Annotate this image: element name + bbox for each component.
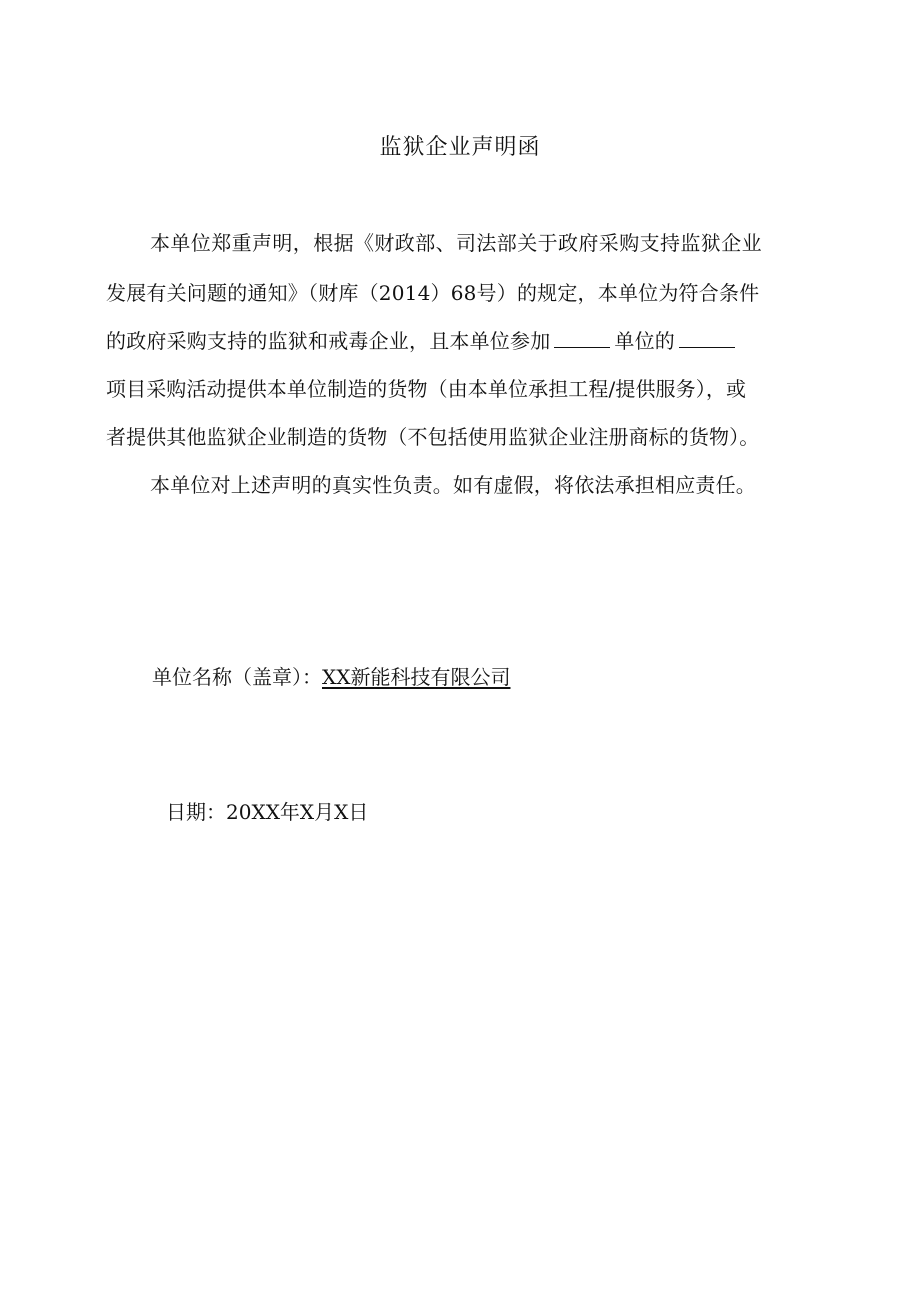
date-value: 20XX年X月X日 xyxy=(226,800,369,824)
signature-label: 单位名称（盖章）： xyxy=(152,665,322,689)
paragraph1-line4: 项目采购活动提供本单位制造的货物（由本单位承担工程/提供服务），或 xyxy=(106,377,747,401)
paragraph1-line3-mid: 单位的 xyxy=(614,329,676,353)
paragraph1-line3 xyxy=(106,326,739,356)
paragraph1-line5: 者提供其他监狱企业制造的货物（不包括使用监狱企业注册商标的货物）。 xyxy=(106,425,760,449)
date-line xyxy=(166,797,368,827)
date-label: 日期： xyxy=(166,800,226,824)
page-title: 监狱企业声明函 xyxy=(379,135,541,160)
paragraph2: 本单位对上述声明的真实性负责。如有虚假，将依法承担相应责任。 xyxy=(150,473,756,497)
signature-line xyxy=(152,662,510,692)
fill-in-blank-purchaser xyxy=(554,327,610,348)
fill-in-blank-project xyxy=(679,327,735,348)
paragraph1-line3-text: 的政府采购支持的监狱和戒毒企业，且本单位参加 xyxy=(106,329,551,353)
paragraph1-line2: 发展有关问题的通知》（财库（2014）68号）的规定，本单位为符合条件 xyxy=(106,281,760,305)
paragraph1-line1: 本单位郑重声明，根据《财政部、司法部关于政府采购支持监狱企业 xyxy=(150,231,762,255)
company-name: XX新能科技有限公司 xyxy=(322,665,511,689)
